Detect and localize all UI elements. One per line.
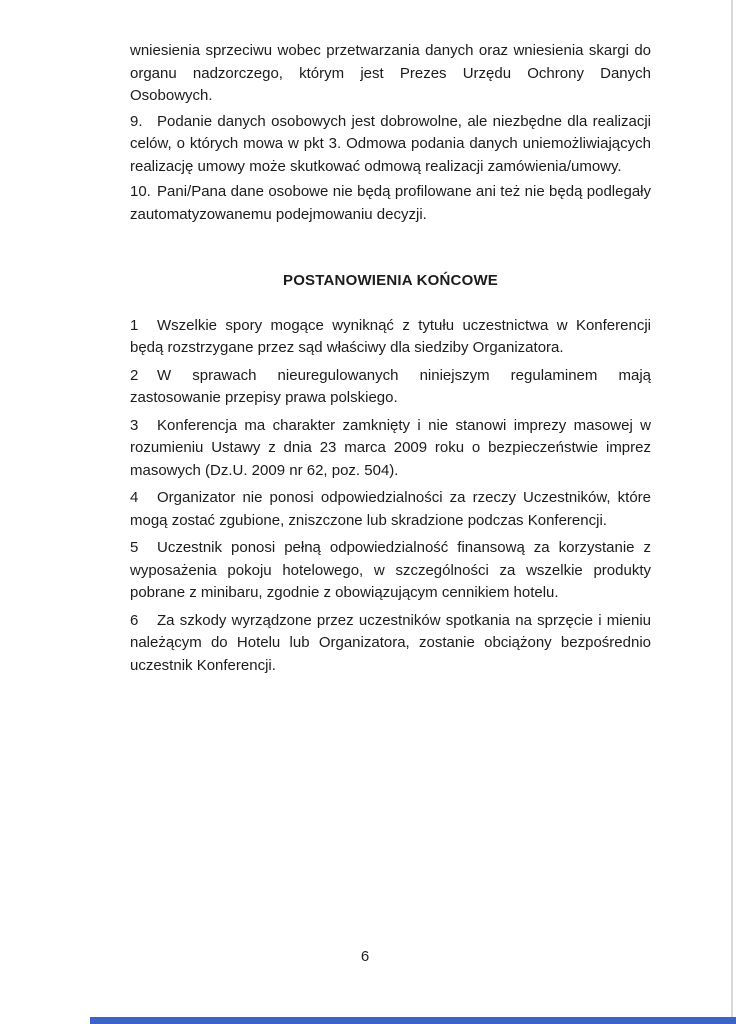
paragraph-text: wniesienia sprzeciwu wobec przetwarzania danych oraz wniesienia skargi do organu nadzorczego, którym jest Prezes Urzędu Ochrony Danych Osobowych.	[130, 42, 651, 104]
paragraph-text: Za szkody wyrządzone przez uczestników spotkania na sprzęcie i mieniu należącym do Hotelu lub Organizatora, zostanie obciążony bezpośrednio uczestnik Konferencji.	[130, 611, 651, 674]
paragraph	[130, 365, 651, 410]
paragraph	[130, 181, 651, 226]
page-edge-line	[731, 0, 733, 1024]
paragraph-number: 6	[130, 611, 139, 629]
section-heading: POSTANOWIENIA KOŃCOWE	[282, 272, 499, 289]
paragraph	[130, 537, 651, 605]
paragraph-number: 5	[130, 539, 139, 556]
paragraph-number: 1	[130, 316, 139, 334]
paragraph-number: 9.	[130, 112, 143, 130]
paragraph-text: Uczestnik ponosi pełną odpowiedzialność finansową za korzystanie z wyposażenia pokoju hotelowego, w szczególności za wszelkie produkty pobrane z minibaru, zgodnie z obowiązującym cennikiem hotelu.	[130, 539, 651, 601]
document-content	[130, 40, 651, 682]
page-number: 6	[360, 948, 370, 965]
paragraph	[130, 40, 651, 108]
paragraph-text: Pani/Pana dane osobowe nie będą profilowane ani też nie będą podlegały zautomatyzowanemu podejmowaniu decyzji.	[130, 183, 651, 223]
paragraph-number: 10.	[130, 183, 151, 200]
paragraph-text: Podanie danych osobowych jest dobrowolne, ale niezbędne dla realizacji celów, o których mowa w pkt 3. Odmowa podania danych uniemożliwiających realizację umowy może skutkować odmową realizacji zamówienia/umowy.	[130, 112, 651, 175]
paragraph-text: Wszelkie spory mogące wyniknąć z tytułu uczestnictwa w Konferencji będą rozstrzygane przez sąd właściwy dla siedziby Organizatora.	[130, 316, 651, 356]
final-paragraphs	[130, 315, 651, 678]
paragraph-number: 3	[130, 416, 139, 434]
paragraph-text: W sprawach nieuregulowanych niniejszym regulaminem mają zastosowanie przepisy prawa polskiego.	[130, 366, 651, 406]
paragraph-number: 2	[130, 366, 139, 384]
paragraph-text: Organizator nie ponosi odpowiedzialności za rzeczy Uczestników, które mogą zostać zgubione, zniszczone lub skradzione podczas Konferencji.	[130, 489, 651, 529]
intro-paragraphs	[130, 40, 651, 226]
paragraph	[130, 415, 651, 483]
paragraph	[130, 487, 651, 532]
paragraph	[130, 111, 651, 179]
paragraph-number: 4	[130, 489, 139, 506]
paragraph	[130, 315, 651, 360]
paragraph	[130, 610, 651, 678]
paragraph-text: Konferencja ma charakter zamknięty i nie stanowi imprezy masowej w rozumieniu Ustawy z dnia 23 marca 2009 roku o bezpieczeństwie imprez masowych (Dz.U. 2009 nr 62, poz. 504).	[130, 416, 651, 479]
bottom-blue-bar	[90, 1017, 736, 1024]
